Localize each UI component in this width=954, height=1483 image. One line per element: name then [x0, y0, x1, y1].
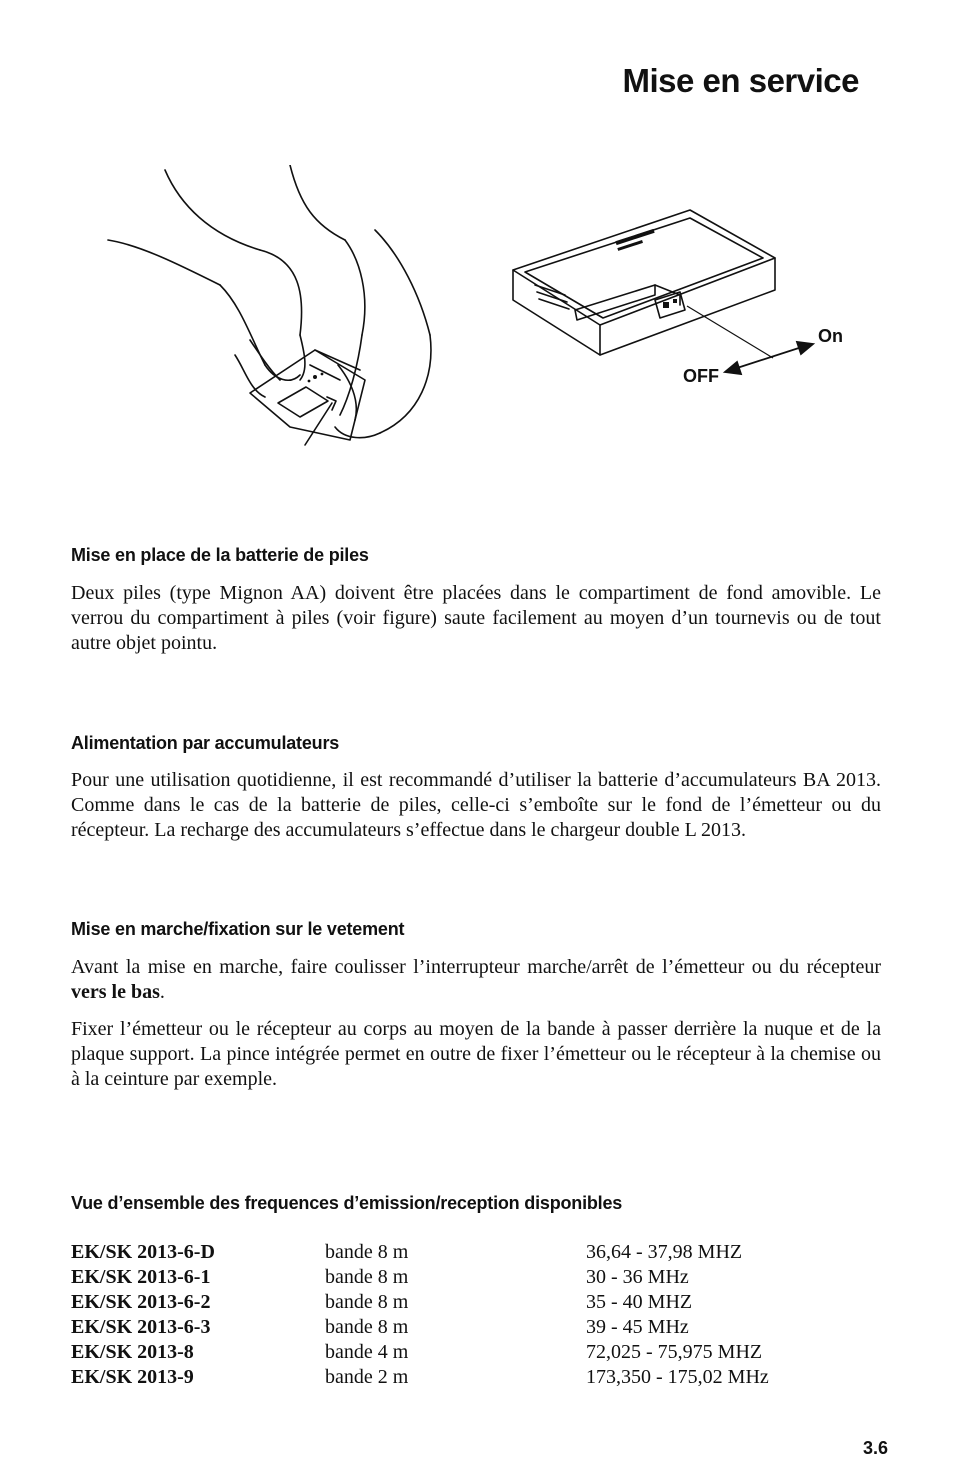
- table-row: [71, 1315, 881, 1340]
- switch-on-label: On: [818, 326, 843, 346]
- section-heading-switch-on: Mise en marche/fixation sur le vetement: [71, 919, 405, 939]
- section-heading-frequencies: Vue d’ensemble des frequences d’emission/reception disponibles: [71, 1193, 623, 1213]
- band-cell: bande 2 m: [325, 1366, 409, 1388]
- section-heading-accumulators: Alimentation par accumulateurs: [71, 733, 340, 753]
- model-cell: EK/SK 2013-9: [71, 1366, 194, 1388]
- section-heading-battery: Mise en place de la batterie de piles: [71, 545, 369, 565]
- table-row: [71, 1240, 881, 1265]
- table-row: [71, 1365, 881, 1390]
- switch-on-text-end: .: [159, 981, 165, 1003]
- section-paragraph-accumulators: Pour une utilisation quotidienne, il est recommandé d’utiliser la batterie d’accumulateurs BA 2013. Comme dans le cas de la batterie de piles, celle-ci s’emboîte sur le fond de l’émetteur ou du récepteur. La recharge des accumulateurs s’effectue dans le chargeur double L 2013.: [71, 769, 881, 841]
- page-number: 3.6: [862, 1438, 888, 1458]
- frequency-cell: 36,64 - 37,98 MHZ: [586, 1241, 743, 1263]
- transmitter-switch-illustration: [505, 200, 845, 400]
- frequency-table: [71, 1240, 881, 1390]
- switch-on-emphasis: vers le bas: [71, 981, 160, 1003]
- band-cell: bande 8 m: [325, 1241, 409, 1263]
- model-cell: EK/SK 2013-6-3: [71, 1316, 211, 1338]
- band-cell: bande 8 m: [325, 1291, 409, 1313]
- section-paragraph-battery: Deux piles (type Mignon AA) doivent être placées dans le compartiment de fond amovible. Le verrou du compartiment à piles (voir figure) saute facilement au moyen d’un tournevis ou de tout autre objet pointu.: [71, 582, 881, 654]
- frequency-cell: 173,350 - 175,02 MHz: [586, 1366, 769, 1388]
- model-cell: EK/SK 2013-8: [71, 1341, 194, 1363]
- frequency-cell: 35 - 40 MHZ: [586, 1291, 693, 1313]
- table-row: [71, 1265, 881, 1290]
- section-paragraph-attachment: Fixer l’émetteur ou le récepteur au corps au moyen de la bande à passer derrière la nuque et de la plaque support. La pince intégrée permet en outre de fixer l’émetteur ou le récepteur à la chemise ou à la ceinture par exemple.: [71, 1018, 881, 1090]
- band-cell: bande 4 m: [325, 1341, 409, 1363]
- switch-off-label: OFF: [683, 366, 719, 386]
- band-cell: bande 8 m: [325, 1316, 409, 1338]
- frequency-cell: 72,025 - 75,975 MHZ: [586, 1341, 763, 1363]
- model-cell: EK/SK 2013-6-D: [71, 1241, 215, 1263]
- section-paragraph-switch-on: [71, 955, 881, 1005]
- band-cell: bande 8 m: [325, 1266, 409, 1288]
- model-cell: EK/SK 2013-6-2: [71, 1291, 211, 1313]
- switch-on-text: Avant la mise en marche, faire coulisser l’interrupteur marche/arrêt de l’émetteur ou du récepteur: [71, 956, 881, 978]
- table-row: [71, 1290, 881, 1315]
- frequency-cell: 30 - 36 MHz: [586, 1266, 689, 1288]
- frequency-cell: 39 - 45 MHz: [586, 1316, 689, 1338]
- table-row: [71, 1340, 881, 1365]
- model-cell: EK/SK 2013-6-1: [71, 1266, 211, 1288]
- page-title: Mise en service: [622, 62, 859, 99]
- battery-insertion-illustration: [100, 165, 440, 455]
